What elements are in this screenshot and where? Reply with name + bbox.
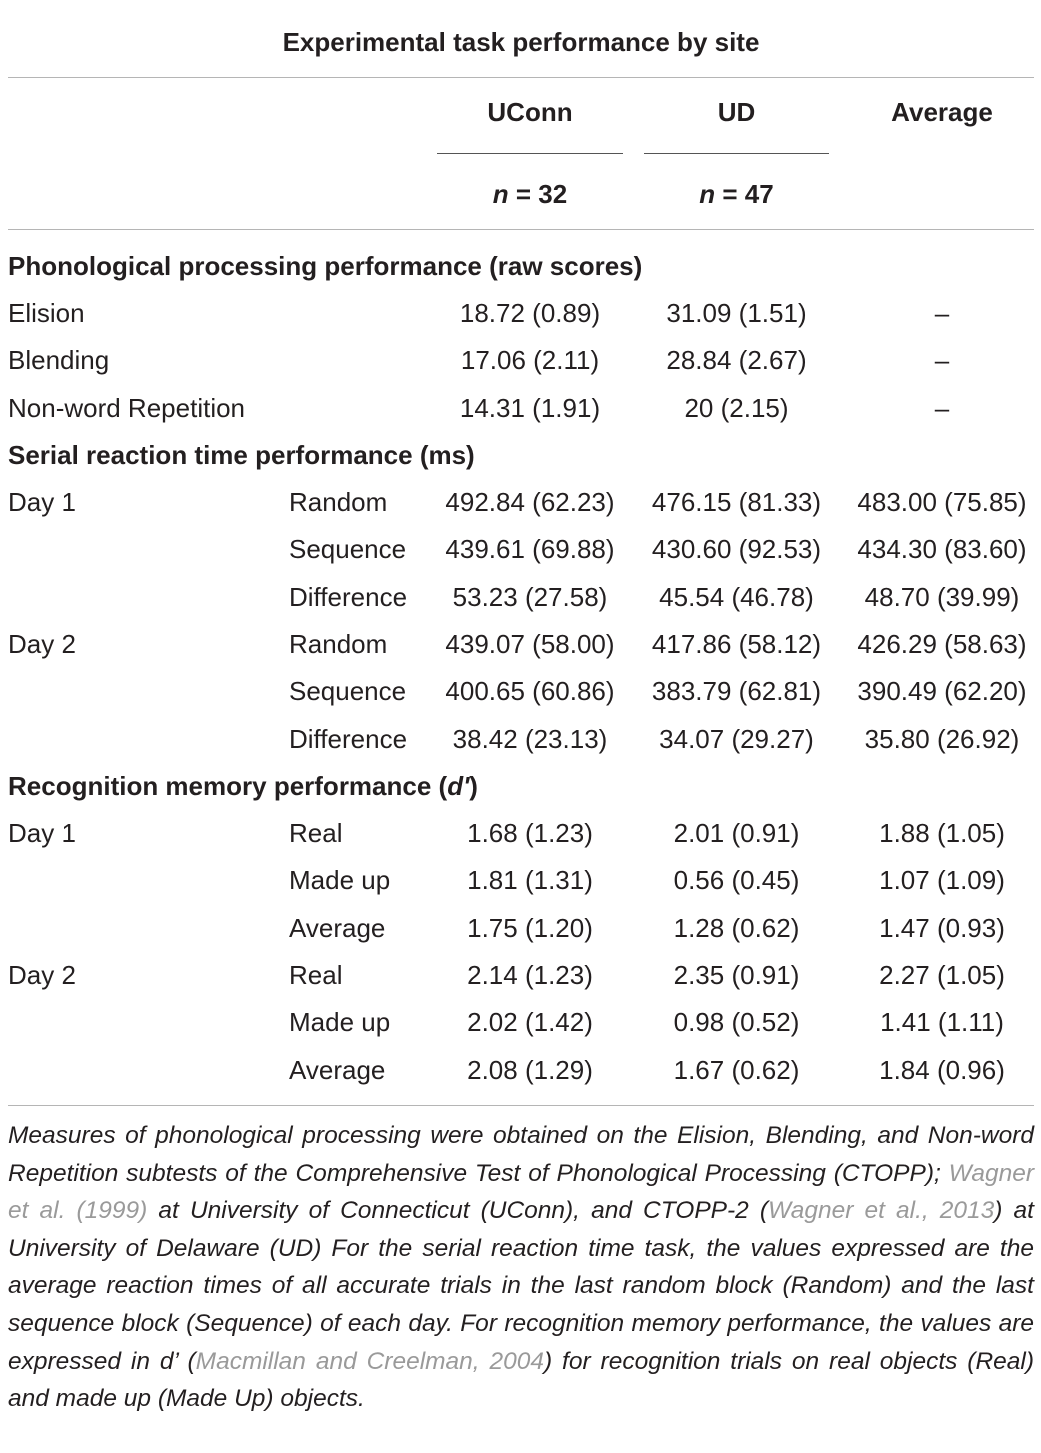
table-title: Experimental task performance by site <box>282 27 760 57</box>
cell-average: 1.88 (1.05) <box>879 818 1005 848</box>
cell-ud: 383.79 (62.81) <box>651 676 822 707</box>
ud-header-underline <box>644 153 829 154</box>
footnote-text-1: Measures of phonological processing were obtained on the Elision, Blending, and Non-word Repetition subtests of the Comprehensive Test of Phonological Processing (CTOPP); <box>8 1122 1034 1187</box>
cell-uconn: 1.81 (1.31) <box>467 865 593 896</box>
section-title-srt: Serial reaction time performance (ms) <box>8 440 475 470</box>
row-condition-label: Random <box>289 487 388 517</box>
row-condition-label: Sequence <box>289 676 407 707</box>
row-condition-label: Average <box>289 1054 386 1085</box>
uconn-sample-size <box>437 179 623 209</box>
cell-average: 1.07 (1.09) <box>879 865 1005 896</box>
cell-average: 1.47 (0.93) <box>879 912 1005 943</box>
ud-n-value: = 47 <box>715 179 774 209</box>
cell-ud: 1.67 (0.62) <box>673 1054 800 1085</box>
cell-average: 48.70 (39.99) <box>864 581 1020 612</box>
cell-uconn: 2.08 (1.29) <box>467 1054 593 1085</box>
cell-average: – <box>934 392 950 423</box>
cell-uconn: 400.65 (60.86) <box>445 676 615 707</box>
cell-average: 1.41 (1.11) <box>880 1007 1004 1038</box>
cell-uconn: 439.61 (69.88) <box>445 534 615 565</box>
recognition-title-dprime: d' <box>447 771 470 801</box>
col-header-uconn: UConn <box>487 97 573 127</box>
row-condition-label: Difference <box>289 581 408 612</box>
cell-ud: 0.56 (0.45) <box>673 865 800 896</box>
cell-ud: 476.15 (81.33) <box>651 487 822 517</box>
cell-ud: 430.60 (92.53) <box>651 534 822 565</box>
cell-ud: 45.54 (46.78) <box>659 581 814 612</box>
cell-average: 35.80 (26.92) <box>864 723 1020 754</box>
row-condition-label: Real <box>289 959 343 990</box>
citation-macmillan-2004[interactable]: Macmillan and Creelman, 2004 <box>195 1347 544 1375</box>
uconn-n-value: = 32 <box>508 179 568 209</box>
cell-ud: 28.84 (2.67) <box>666 345 807 376</box>
cell-uconn: 2.14 (1.23) <box>467 959 593 990</box>
citation-wagner-2013[interactable]: Wagner et al., 2013 <box>768 1197 995 1225</box>
cell-uconn: 439.07 (58.00) <box>445 628 615 659</box>
footnote-text-3: ) at University of Delaware (UD) For the serial reaction time task, the values expressed are the average reaction times of all accurate trials in the last random block (Random) and the last sequence block (Sequence) of each day. For recognition memory performance, the values are expressed in d’ ( <box>8 1197 1034 1375</box>
footnote-text-4: ) for recognition trials on real objects (Real) and made up (Made Up) objects. <box>8 1347 1034 1413</box>
cell-uconn: 53.23 (27.58) <box>452 581 608 612</box>
table-footnote <box>8 1117 1034 1418</box>
row-day-label: Day 1 <box>8 487 76 517</box>
cell-ud: 20 (2.15) <box>684 392 789 423</box>
col-header-average: Average <box>891 97 993 127</box>
row-condition-label: Average <box>289 912 386 943</box>
cell-uconn: 18.72 (0.89) <box>459 298 601 328</box>
row-condition-label: Made up <box>289 865 391 896</box>
row-condition-label: Sequence <box>289 534 407 565</box>
cell-uconn: 38.42 (23.13) <box>452 723 608 754</box>
uconn-n-symbol: n <box>492 179 509 209</box>
cell-uconn: 17.06 (2.11) <box>460 345 600 376</box>
cell-ud: 2.35 (0.91) <box>673 959 800 990</box>
cell-average: – <box>934 298 950 328</box>
cell-average: 390.49 (62.20) <box>857 676 1027 707</box>
row-condition-label: Real <box>289 818 343 848</box>
row-day-label: Day 1 <box>8 818 76 848</box>
citation-wagner-1999[interactable]: Wagner et al. (1999) <box>8 1159 1034 1225</box>
cell-ud: 31.09 (1.51) <box>666 298 807 328</box>
cell-uconn: 492.84 (62.23) <box>445 487 615 517</box>
row-day-label: Day 2 <box>8 959 76 990</box>
cell-ud: 417.86 (58.12) <box>651 628 822 659</box>
cell-uconn: 1.68 (1.23) <box>467 818 593 848</box>
uconn-header-underline <box>437 153 623 154</box>
top-rule <box>8 77 1034 78</box>
cell-ud: 2.01 (0.91) <box>673 818 800 848</box>
row-condition-label: Made up <box>289 1007 391 1038</box>
cell-ud: 1.28 (0.62) <box>673 912 800 943</box>
cell-average: 483.00 (75.85) <box>857 487 1027 517</box>
col-header-ud: UD <box>717 97 756 127</box>
ud-n-symbol: n <box>699 179 716 209</box>
cell-average: 426.29 (58.63) <box>857 628 1027 659</box>
recognition-title-prefix: Recognition memory performance ( <box>8 771 448 801</box>
row-day-label: Day 2 <box>8 628 76 659</box>
cell-uconn: 14.31 (1.91) <box>459 392 601 423</box>
header-rule <box>8 229 1034 230</box>
cell-average: 1.84 (0.96) <box>879 1054 1005 1085</box>
cell-average: – <box>934 345 950 376</box>
recognition-title-suffix: ) <box>469 771 478 801</box>
row-condition-label: Random <box>289 628 388 659</box>
cell-uconn: 2.02 (1.42) <box>467 1007 593 1038</box>
row-label: Blending <box>8 345 110 376</box>
cell-average: 2.27 (1.05) <box>879 959 1005 990</box>
cell-ud: 0.98 (0.52) <box>673 1007 800 1038</box>
row-label: Elision <box>8 298 85 328</box>
row-condition-label: Difference <box>289 723 408 754</box>
cell-uconn: 1.75 (1.20) <box>467 912 593 943</box>
ud-sample-size <box>644 179 829 209</box>
cell-average: 434.30 (83.60) <box>857 534 1027 565</box>
section-title-phonological: Phonological processing performance (raw scores) <box>8 251 643 281</box>
footnote-text-2: at University of Connecticut (UConn), and CTOPP-2 ( <box>147 1197 769 1225</box>
cell-ud: 34.07 (29.27) <box>659 723 814 754</box>
row-label: Non-word Repetition <box>8 392 246 423</box>
section-title-recognition <box>8 771 478 801</box>
bottom-rule <box>8 1105 1034 1106</box>
